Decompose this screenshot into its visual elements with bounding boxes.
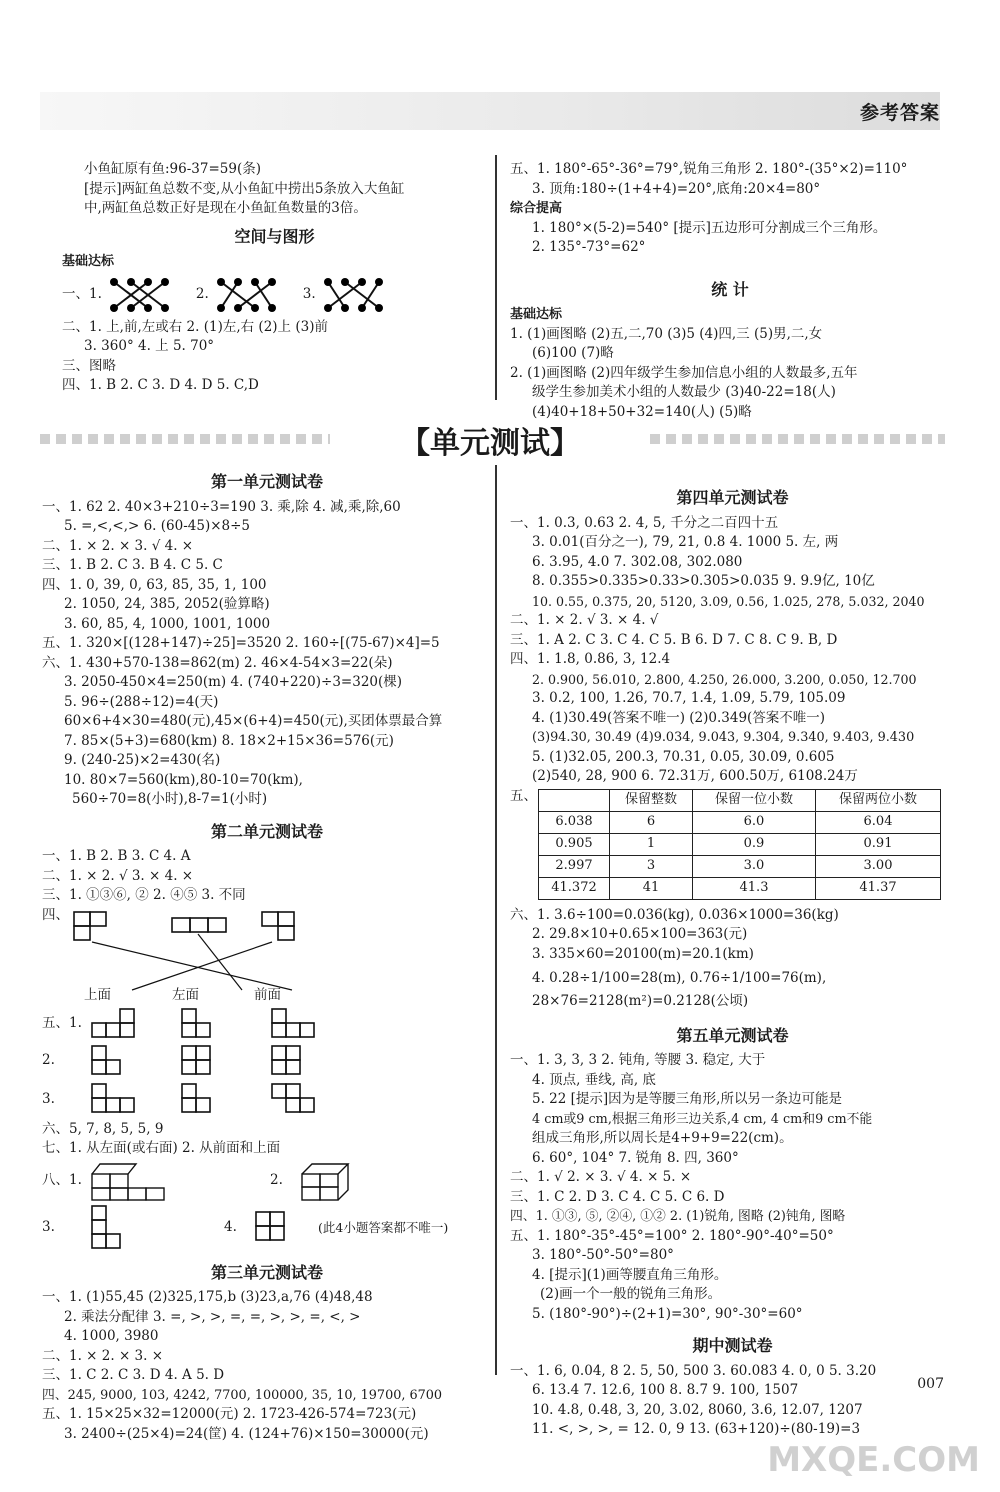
text-line: 3. 360° 4. 上 5. 70°	[84, 338, 215, 354]
text-line: 5. (1)32.05, 200.3, 70.31, 0.05, 30.09, 0.605	[532, 748, 835, 765]
text-line: 3. 2050-450×4=250(m) 4. (740+220)÷3=320(棵)	[64, 674, 403, 690]
column-divider	[495, 155, 497, 400]
text-line: 一、1. 6, 0.04, 8 2. 5, 50, 500 3. 60.083 4. 0, 0 5. 3.20	[510, 1362, 877, 1379]
text-line: 2. 乘法分配律 3. =, >, >, =, =, >, >, =, <, >	[64, 1308, 361, 1325]
text-line: 10. 0.55, 0.375, 20, 5120, 3.09, 0.56, 1.025, 278, 5.032, 2040	[532, 593, 925, 609]
text-line: (2)540, 28, 900 6. 72.31万, 600.50万, 6108.24万	[532, 768, 858, 784]
text-line: 4. 顶点, 垂线, 高, 底	[532, 1071, 656, 1088]
text-line: 四、1. 1.8, 0.86, 3, 12.4	[510, 651, 671, 667]
text-line: 五、1. 320×[(128+147)÷25]=3520 2. 160÷[(75-67)×4]=5	[42, 635, 440, 651]
page-header-title: 参考答案	[859, 102, 940, 124]
text-line: 6. 3.95, 4.0 7. 302.08, 302.080	[532, 553, 743, 570]
q8-note: (此4小题答案都不唯一)	[318, 1219, 449, 1235]
midterm-title: 期中测试卷	[692, 1336, 773, 1355]
matching-lines-figure	[215, 274, 277, 316]
banner-dash-left	[40, 434, 330, 444]
question-label: 3.	[42, 1218, 55, 1235]
table-cell: 41.372	[539, 877, 610, 899]
table-cell: 6.0	[693, 811, 816, 833]
table-cell: 6.04	[816, 811, 941, 833]
text-line: 4. (1)30.49(答案不唯一) (2)0.349(答案不唯一)	[532, 709, 826, 726]
text-line: 一、1. 3, 3, 3 2. 钝角, 等腰 3. 稳定, 大于	[510, 1052, 766, 1068]
text-line: 2. 29.8×10+0.65×100=363(元)	[532, 926, 748, 942]
text-line: 六、1. 3.6÷100=0.036(kg), 0.036×1000=36(kg)	[510, 906, 839, 923]
text-line: 五、1. 180°-65°-36°=79°,锐角三角形 2. 180°-(35°×2)=110°	[510, 161, 908, 177]
text-line: 560÷70=8(小时),8-7=1(小时)	[72, 791, 268, 807]
text-line: 一、1. B 2. B 3. C 4. A	[42, 848, 191, 864]
question-label: 八、1.	[42, 1171, 82, 1188]
text-line: 一、1. (1)55,45 (2)325,175,b (3)23,a,76 (4)48,48	[42, 1289, 373, 1305]
table-cell: 0.905	[539, 833, 610, 855]
grid-figure	[90, 1204, 150, 1252]
text-line: 一、1. 62 2. 40×3+210÷3=190 3. 乘,除 4. 减,乘,除,60	[42, 498, 401, 515]
text-line: (2)画一个一般的锐角三角形。	[540, 1286, 722, 1302]
q5-row-1	[42, 1006, 492, 1042]
table-cell: 6.038	[539, 811, 610, 833]
q8-row-2	[42, 1203, 492, 1253]
text-line: 4. 0.28÷1/100=28(m), 0.76÷1/100=76(m),	[532, 970, 827, 986]
text-line: 二、1. × 2. × 3. ×	[42, 1347, 164, 1364]
q5-row-3	[42, 1080, 492, 1120]
text-line: 6. 60°, 104° 7. 锐角 8. 四, 360°	[532, 1149, 739, 1166]
grid-figure	[254, 1210, 294, 1246]
question-label: 一、1.	[62, 285, 102, 302]
view-label-left: 左面	[172, 986, 199, 1003]
matching-answers	[62, 272, 487, 318]
text-line: 6. 13.4 7. 12.6, 100 8. 8.7 9. 100, 1507	[532, 1382, 799, 1398]
text-line: 四、1. 0, 39, 0, 63, 85, 35, 1, 100	[42, 576, 267, 593]
rounding-table-block	[510, 787, 955, 906]
view-label-front: 前面	[254, 986, 281, 1003]
table-cell: 3	[610, 855, 693, 877]
text-line: 级学生参加美术小组的人数最少 (3)40-22=18(人)	[532, 384, 836, 400]
question-label: 4.	[224, 1218, 237, 1235]
text-line: 3. 顶角:180÷(1+4+4)=20°,底角:20×4=80°	[532, 180, 821, 197]
text-line: 四、1. ①③, ⑤, ②④, ①② 2. (1)锐角, 图略 (2)钝角, 图略	[510, 1209, 846, 1224]
text-line: 5. 96÷(288÷12)=4(天)	[64, 693, 219, 710]
question-label: 3.	[302, 285, 316, 302]
text-line: 四、245, 9000, 103, 4242, 7700, 100000, 35, 10, 19700, 6700	[42, 1387, 443, 1403]
text-line: 3. 335×60=20100(m)=20.1(km)	[532, 945, 754, 962]
unit5-title: 第五单元测试卷	[676, 1025, 789, 1045]
question-label: 五、	[510, 787, 537, 804]
text-line: 三、1. C 2. D 3. C 4. C 5. C 6. D	[510, 1188, 725, 1205]
text-line: 组成三角形,所以周长是4+9+9=22(cm)。	[532, 1130, 793, 1146]
text-line: 3. 0.01(百分之一), 79, 21, 0.8 4. 1000 5. 左, 两	[532, 534, 839, 550]
text-line: 中,两缸鱼总数正好是现在小鱼缸鱼数量的3倍。	[84, 200, 367, 216]
right-top-column	[510, 160, 950, 422]
text-line: 三、1. A 2. C 3. C 4. C 5. B 6. D 7. C 8. C 9. B, D	[510, 631, 838, 648]
page-number: 007	[917, 1376, 944, 1392]
text-line: 10. 4.8, 0.48, 3, 20, 3.02, 8060, 3.6, 12.07, 1207	[532, 1401, 863, 1418]
text-line: 1. 180°×(5-2)=540° [提示]五边形可分割成三个三角形。	[532, 219, 887, 236]
text-line: 三、1. ①③⑥, ② 2. ④⑤ 3. 不同	[42, 887, 246, 903]
text-line: [提示]两缸鱼总数不变,从小鱼缸中捞出5条放入大鱼缸	[84, 180, 405, 197]
section-title-space: 空间与图形	[234, 226, 315, 246]
text-line: 二、1. × 2. × 3. √ 4. ×	[42, 537, 194, 554]
subsection-label: 基础达标	[62, 254, 115, 269]
cube-figure	[90, 1160, 200, 1202]
matching-lines-figure	[322, 274, 384, 316]
text-line: 28×76=2128(m²)=0.2128(公顷)	[532, 993, 749, 1009]
text-line: 4. 1000, 3980	[64, 1328, 159, 1344]
text-line: (3)94.30, 30.49 (4)9.034, 9.043, 9.304, 9.340, 9.403, 9.430	[532, 730, 915, 745]
table-cell: 3.0	[693, 855, 816, 877]
text-line: 2. (1)画图略 (2)四年级学生参加信息小组的人数最多,五年	[510, 364, 858, 381]
text-line: 3. 0.2, 100, 1.26, 70.7, 1.4, 1.09, 5.79, 105.09	[532, 690, 846, 706]
table-row	[539, 811, 941, 833]
unit2-title: 第二单元测试卷	[210, 821, 323, 841]
table-cell: 1	[610, 833, 693, 855]
table-row	[539, 855, 941, 877]
left-top-column	[62, 160, 487, 396]
text-line: 四、1. B 2. C 3. D 4. D 5. C,D	[62, 377, 259, 393]
table-cell: 41	[610, 877, 693, 899]
text-line: 六、1. 430+570-138=862(m) 2. 46×4-54×3=22(朵)	[42, 654, 393, 671]
text-line: 3. 60, 85, 4, 1000, 1001, 1000	[64, 615, 271, 632]
text-line: 10. 80×7=560(km),80-10=70(km),	[64, 771, 303, 788]
text-line: 9. (240-25)×2=430(名)	[64, 752, 221, 768]
table-cell: 2.997	[539, 855, 610, 877]
question-label: 2.	[42, 1051, 55, 1068]
table-header-cell: 保留一位小数	[693, 789, 816, 811]
text-line: 5. (180°-90°)÷(2+1)=30°, 90°-30°=60°	[532, 1305, 803, 1322]
text-line: 5. =,<,<,> 6. (60-45)×8÷5	[64, 518, 251, 534]
text-line: 五、1. 180°-35°-45°=100° 2. 180°-90°-40°=50°	[510, 1227, 834, 1244]
text-line: (4)40+18+50+32=140(人) (5)略	[532, 403, 752, 420]
q8-row-1	[42, 1159, 492, 1203]
table-cell: 6	[610, 811, 693, 833]
matching-lines-figure	[108, 274, 170, 316]
views-figure	[72, 908, 372, 992]
table-header-cell: 保留整数	[610, 789, 693, 811]
table-row	[539, 877, 941, 899]
unit1-title: 第一单元测试卷	[210, 472, 323, 491]
text-line: 五、1. 15×25×32=12000(元) 2. 1723-426-574=723(元)	[42, 1406, 417, 1422]
view-shapes	[90, 1082, 390, 1118]
cube-figure	[300, 1160, 360, 1202]
subsection-label: 基础达标	[510, 307, 563, 322]
view-label-top: 上面	[84, 986, 111, 1003]
banner-dash-right	[650, 434, 945, 444]
question-label: 四、	[42, 906, 69, 923]
text-line: (6)100 (7)略	[532, 345, 614, 361]
header-band	[40, 92, 940, 130]
left-bottom-column	[42, 464, 492, 1444]
text-line: 二、1. √ 2. × 3. √ 4. × 5. ×	[510, 1169, 692, 1185]
q5-row-2	[42, 1042, 492, 1080]
text-line: 三、图略	[62, 357, 116, 374]
text-line: 七、1. 从左面(或右面) 2. 从前面和上面	[42, 1140, 281, 1156]
table-cell: 41.37	[816, 877, 941, 899]
right-bottom-column	[510, 480, 955, 1440]
text-line: 二、1. × 2. √ 3. × 4. √	[510, 612, 659, 628]
column-divider	[495, 465, 497, 1375]
rounding-table	[538, 789, 941, 900]
section-title-stats: 统 计	[711, 279, 749, 299]
text-line: 4. [提示](1)画等腰直角三角形。	[532, 1266, 728, 1283]
table-header-cell	[539, 789, 610, 811]
watermark-logo: MXQE.COM	[767, 1440, 980, 1480]
unit4-title: 第四单元测试卷	[676, 488, 789, 507]
text-line: 2. 1050, 24, 385, 2052(验算略)	[64, 596, 270, 612]
text-line: 8. 0.355>0.335>0.33>0.305>0.035 9. 9.9亿, 10亿	[532, 573, 875, 589]
view-shapes	[90, 1007, 390, 1041]
text-line: 2. 135°-73°=62°	[532, 239, 646, 255]
views-matching	[42, 906, 492, 1006]
text-line: 3. 2400÷(25×4)=24(筐) 4. (124+76)×150=30000(元)	[64, 1425, 429, 1442]
text-line: 1. (1)画图略 (2)五,二,70 (3)5 (4)四,三 (5)男,二,女	[510, 325, 823, 342]
text-line: 60×6+4×30=480(元),45×(6+4)=450(元),买团体票最合算	[64, 713, 443, 729]
question-label: 五、1.	[42, 1014, 82, 1031]
text-line: 一、1. 0.3, 0.63 2. 4, 5, 千分之二百四十五	[510, 514, 779, 531]
text-line: 三、1. C 2. C 3. D 4. A 5. D	[42, 1367, 225, 1383]
table-cell: 3.00	[816, 855, 941, 877]
question-label: 2.	[195, 285, 209, 302]
text-line: 二、1. 上,前,左或右 2. (1)左,右 (2)上 (3)前	[62, 318, 328, 335]
text-line: 4 cm或9 cm,根据三角形三边关系,4 cm, 4 cm和9 cm不能	[532, 1111, 873, 1127]
question-label: 2.	[270, 1171, 283, 1188]
text-line: 二、1. × 2. √ 3. × 4. ×	[42, 867, 194, 884]
banner-title: 【单元测试】	[400, 426, 580, 461]
table-cell: 0.91	[816, 833, 941, 855]
table-header-row	[539, 789, 941, 811]
unit3-title: 第三单元测试卷	[210, 1262, 323, 1282]
view-shapes	[90, 1044, 390, 1078]
text-line: 2. 0.900, 56.010, 2.800, 4.250, 26.000, 3.200, 0.050, 12.700	[532, 671, 917, 687]
table-cell: 41.3	[693, 877, 816, 899]
text-line: 六、5, 7, 8, 5, 5, 9	[42, 1120, 164, 1137]
text-line: 小鱼缸原有鱼:96-37=59(条)	[84, 161, 261, 177]
text-line: 三、1. B 2. C 3. B 4. C 5. C	[42, 557, 223, 573]
table-cell: 0.9	[693, 833, 816, 855]
text-line: 5. 22 [提示]因为是等腰三角形,所以另一条边可能是	[532, 1091, 842, 1107]
text-line: 7. 85×(5+3)=680(km) 8. 18×2+15×36=576(元)	[64, 732, 394, 749]
unit-test-banner	[40, 418, 945, 461]
question-label: 3.	[42, 1090, 55, 1107]
table-header-cell: 保留两位小数	[816, 789, 941, 811]
subsection-label: 综合提高	[510, 201, 563, 216]
table-row	[539, 833, 941, 855]
text-line: 11. <, >, >, = 12. 0, 9 13. (63+120)÷(80-19)=3	[532, 1421, 861, 1437]
text-line: 3. 180°-50°-50°=80°	[532, 1247, 674, 1263]
